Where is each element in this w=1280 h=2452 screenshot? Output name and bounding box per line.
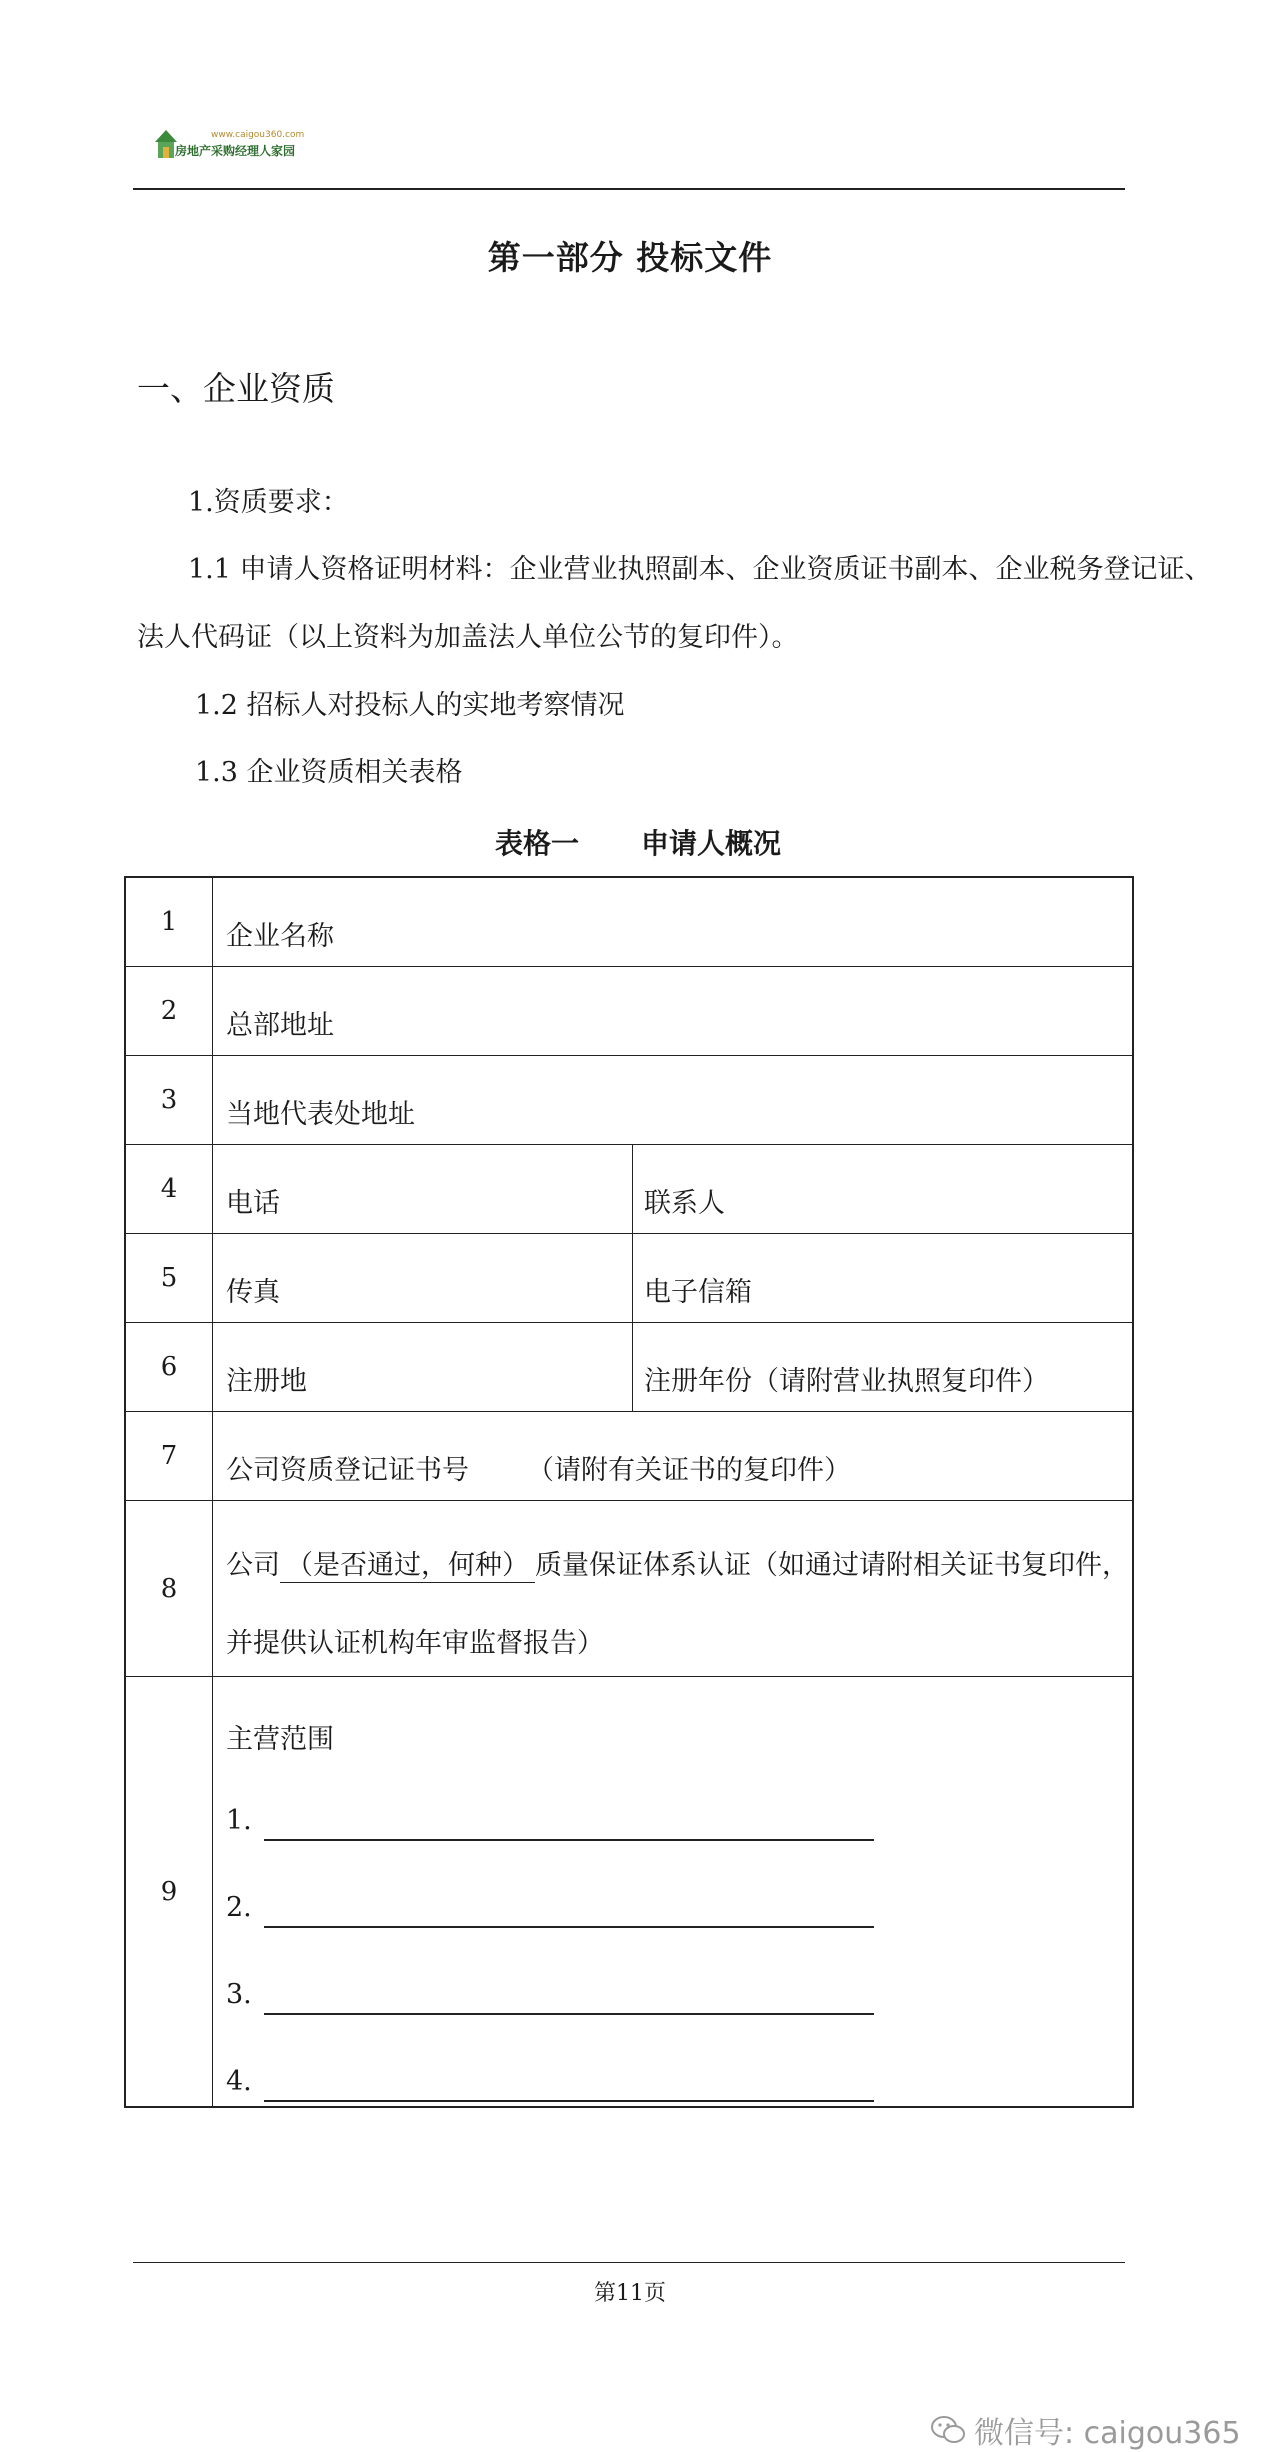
table-row [126, 878, 1132, 967]
company-name-field[interactable]: 企业名称 [226, 921, 334, 952]
local-office-address-field[interactable]: 当地代表处地址 [226, 1099, 415, 1130]
table-row [126, 1056, 1132, 1145]
row-number: 3 [126, 1056, 213, 1144]
business-scope-label: 主营范围 [226, 1724, 334, 1755]
registration-place-field[interactable]: 注册地 [226, 1366, 307, 1397]
column-divider [632, 1323, 633, 1411]
fax-field[interactable]: 传真 [226, 1277, 280, 1308]
registration-year-field[interactable]: 注册年份（请附营业执照复印件） [644, 1366, 1049, 1397]
applicant-overview-table [124, 876, 1134, 2108]
column-divider [632, 1145, 633, 1233]
wechat-icon [930, 2415, 966, 2445]
company-logo [155, 126, 305, 166]
quality-text: 质量保证体系认证（如通过请附相关证书复印件， [535, 1550, 1129, 1581]
row-number: 6 [126, 1323, 213, 1411]
qualification-certificate-field[interactable] [226, 1448, 851, 1487]
table-row [126, 1412, 1132, 1501]
paragraph-related-tables: 1.3 企业资质相关表格 [195, 757, 463, 788]
wechat-watermark [930, 2408, 1241, 2452]
table-row [126, 1677, 1132, 2106]
quality-prefix: 公司 [226, 1550, 280, 1581]
row-number: 1 [126, 878, 213, 966]
watermark-text: 微信号: caigou365 [974, 2416, 1241, 2451]
paragraph-site-inspection: 1.2 招标人对投标人的实地考察情况 [195, 690, 625, 721]
table-row [126, 967, 1132, 1056]
table-caption-number: 表格一 [495, 827, 580, 860]
house-logo-icon [155, 128, 177, 160]
row-number: 9 [126, 1677, 213, 2106]
quality-certification-field[interactable] [226, 1543, 1129, 1583]
certificate-label: 公司资质登记证书号 [226, 1455, 469, 1486]
page-title: 第一部分 投标文件 [487, 238, 773, 277]
column-divider [632, 1234, 633, 1322]
section-heading: 一、企业资质 [137, 369, 335, 408]
phone-field[interactable]: 电话 [226, 1188, 280, 1219]
row-number: 4 [126, 1145, 213, 1233]
table-row [126, 1145, 1132, 1234]
table-caption [495, 822, 781, 862]
business-scope-item[interactable]: 3. [226, 1979, 252, 2010]
table-caption-title: 申请人概况 [641, 827, 782, 860]
paragraph-applicant-materials: 1.1 申请人资格证明材料：企业营业执照副本、企业资质证书副本、企业税务登记证、 [188, 554, 1212, 585]
paragraph-applicant-materials-cont: 法人代码证（以上资料为加盖法人单位公节的复印件）。 [137, 622, 799, 653]
business-scope-item[interactable]: 4. [226, 2066, 252, 2097]
row-number: 5 [126, 1234, 213, 1322]
table-row [126, 1501, 1132, 1677]
row-number: 7 [126, 1412, 213, 1500]
page-number: 第11页 [594, 2281, 666, 2306]
quality-blank: （是否通过，何种） [280, 1543, 535, 1583]
paragraph-qualification-requirements: 1.资质要求： [188, 487, 349, 518]
quality-certification-line2: 并提供认证机构年审监督报告） [226, 1628, 604, 1659]
header-divider [133, 188, 1125, 190]
headquarters-address-field[interactable]: 总部地址 [226, 1010, 334, 1041]
certificate-note: （请附有关证书的复印件） [527, 1455, 851, 1486]
footer-divider [133, 2262, 1125, 2263]
table-row [126, 1323, 1132, 1412]
email-field[interactable]: 电子信箱 [644, 1277, 752, 1308]
business-scope-item[interactable]: 1. [226, 1805, 252, 1836]
table-row [126, 1234, 1132, 1323]
contact-person-field[interactable]: 联系人 [644, 1188, 725, 1219]
logo-url: www.caigou360.com [211, 130, 305, 140]
row-number: 8 [126, 1501, 213, 1676]
business-scope-item[interactable]: 2. [226, 1892, 252, 1923]
logo-name: 房地产采购经理人家园 [175, 144, 296, 158]
row-number: 2 [126, 967, 213, 1055]
